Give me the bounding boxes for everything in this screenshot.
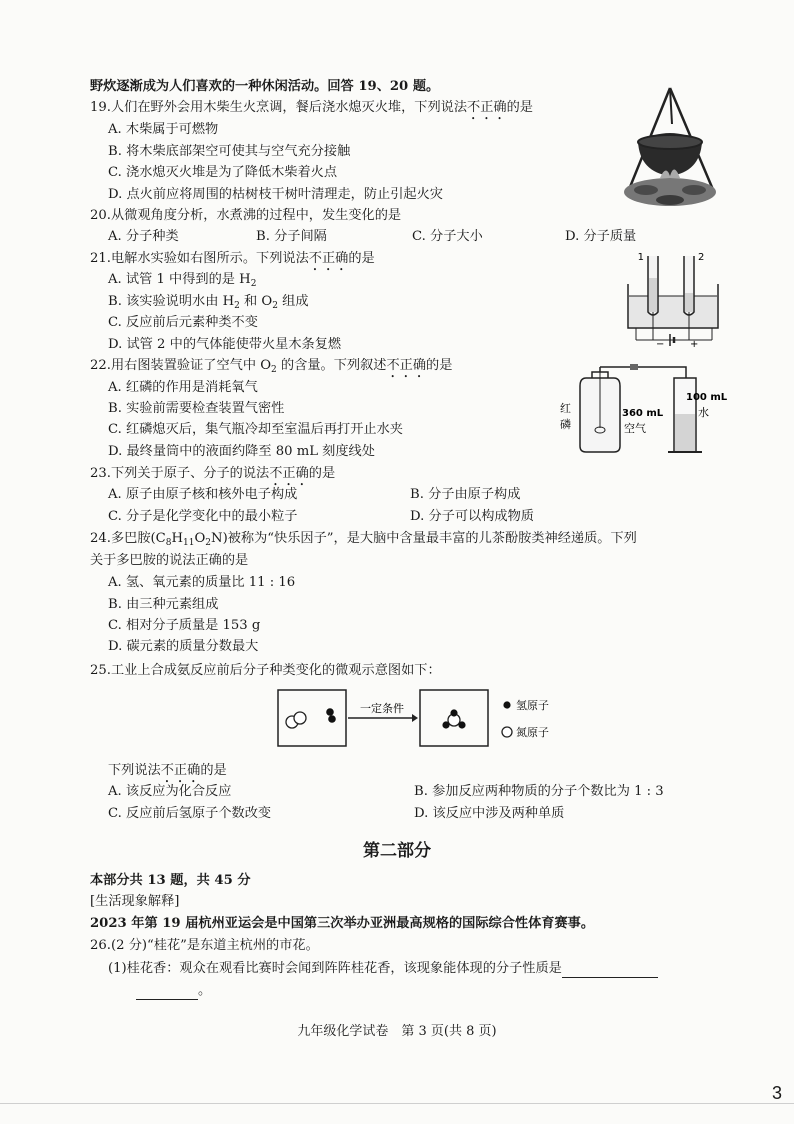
page-footer: 九年级化学试卷 第 3 页(共 8 页) bbox=[297, 1024, 497, 1039]
q19-option-d: D. 点火前应将周围的枯树枝干树叶清理走，防止引起火灾 bbox=[108, 187, 443, 202]
q20-option-b: B. 分子间隔 bbox=[256, 229, 327, 244]
q24-option-c: C. 相对分子质量是 153 g bbox=[108, 618, 261, 633]
flask-volume-label: 360 mL bbox=[622, 408, 664, 419]
electrolysis-diagram bbox=[624, 248, 724, 348]
plus-label: + bbox=[690, 339, 699, 348]
q20-stem: 20.从微观角度分析，水煮沸的过程中，发生变化的是 bbox=[90, 208, 402, 223]
q23-stem: 23.下列关于原子、分子的说法不正确的是 bbox=[90, 466, 336, 481]
q26-answer-blank-1[interactable] bbox=[562, 963, 658, 978]
q24-stem-line2: 关于多巴胺的说法正确的是 bbox=[90, 553, 249, 568]
tube-2-label: 2 bbox=[698, 252, 705, 263]
q22-option-c: C. 红磷熄灭后，集气瓶冷却至室温后再打开止水夹 bbox=[108, 422, 403, 437]
q23-option-d: D. 分子可以构成物质 bbox=[410, 509, 534, 524]
minus-label: − bbox=[656, 339, 665, 348]
reaction-condition-label: 一定条件 bbox=[360, 702, 404, 715]
q22-stem: 22.用右图装置验证了空气中 $O_2$ 的含量。下列叙述不正确的是 bbox=[90, 358, 453, 375]
part-two-heading: 第二部分 bbox=[363, 841, 431, 861]
q19-option-c: C. 浇水熄灭火堆是为了降低木柴着火点 bbox=[108, 165, 338, 180]
q24-option-b: B. 由三种元素组成 bbox=[108, 597, 219, 612]
q20-option-d: D. 分子质量 bbox=[565, 229, 637, 244]
part-two-count: 本部分共 13 题，共 45 分 bbox=[90, 873, 251, 888]
q26-answer-blank-2[interactable] bbox=[136, 985, 198, 1000]
q22-option-a: A. 红磷的作用是消耗氧气 bbox=[108, 380, 258, 395]
red-phosphorus-label-1: 红 bbox=[560, 402, 571, 415]
context-text: 2023 年第 19 届杭州亚运会是中国第三次举办亚洲最高规格的国际综合性体育赛事。 bbox=[90, 916, 595, 931]
hydrogen-legend-label: 氢原子 bbox=[516, 699, 549, 712]
q20-option-a: A. 分子种类 bbox=[108, 229, 179, 244]
q21-option-c: C. 反应前后元素种类不变 bbox=[108, 315, 258, 330]
q25-option-d: D. 该反应中涉及两种单质 bbox=[414, 806, 565, 821]
nitrogen-legend-label: 氮原子 bbox=[516, 726, 549, 739]
q19-stem: 19.人们在野外会用木柴生火烹调，餐后浇水熄灭火堆，下列说法不正确的是 bbox=[90, 100, 533, 115]
q25-option-c: C. 反应前后氢原子个数改变 bbox=[108, 806, 272, 821]
q26-part1: (1)桂花香：观众在观看比赛时会闻到阵阵桂花香，该现象能体现的分子性质是 bbox=[108, 960, 658, 978]
q24-stem-line1: 24.多巴胺$(C_8H_{11}O_2N)$被称为“快乐因子”，是大脑中含量最丰富的儿茶酚胺类神经递质。下列 bbox=[90, 531, 637, 548]
q19-option-a: A. 木柴属于可燃物 bbox=[108, 122, 219, 137]
q25-prompt: 下列说法不正确的是 bbox=[108, 763, 227, 778]
q24-option-d: D. 碳元素的质量分数最大 bbox=[108, 639, 259, 654]
q23-option-a: A. 原子由原子核和核外电子构成 bbox=[108, 487, 298, 502]
q26-stem: 26.(2 分)“桂花”是东道主杭州的市花。 bbox=[90, 938, 319, 953]
q25-option-b: B. 参加反应两种物质的分子个数比为 1 : 3 bbox=[414, 784, 664, 799]
red-phosphorus-label-2: 磷 bbox=[560, 418, 571, 431]
q23-option-b: B. 分子由原子构成 bbox=[410, 487, 521, 502]
q20-option-c: C. 分子大小 bbox=[412, 229, 483, 244]
q24-option-a: A. 氢、氧元素的质量比 11 : 16 bbox=[108, 575, 296, 590]
ammonia-synthesis-diagram bbox=[276, 688, 576, 750]
intro-text: 野炊逐渐成为人们喜欢的一种休闲活动。回答 19、20 题。 bbox=[90, 79, 440, 94]
q19-option-b: B. 将木柴底部架空可使其与空气充分接触 bbox=[108, 144, 351, 159]
water-label: 水 bbox=[698, 406, 709, 419]
section-label: [生活现象解释] bbox=[90, 894, 180, 909]
q22-option-b: B. 实验前需要检查装置气密性 bbox=[108, 401, 285, 416]
air-label: 空气 bbox=[624, 422, 646, 435]
q21-option-d: D. 试管 2 中的气体能使带火星木条复燃 bbox=[108, 337, 342, 352]
campfire-illustration bbox=[616, 84, 724, 214]
q21-option-b: B. 该实验说明水由 $H_2$ 和 $O_2$ 组成 bbox=[108, 294, 309, 311]
tube-1-label: 1 bbox=[637, 252, 644, 263]
q22-option-d: D. 最终量筒中的液面约降至 80 mL 刻度线处 bbox=[108, 444, 375, 459]
oxygen-content-apparatus bbox=[556, 358, 736, 456]
cylinder-volume-label: 100 mL bbox=[686, 392, 728, 403]
page-bottom-divider bbox=[0, 1103, 794, 1104]
q23-option-c: C. 分子是化学变化中的最小粒子 bbox=[108, 509, 298, 524]
q25-option-a: A. 该反应为化合反应 bbox=[108, 784, 232, 799]
page-number: 3 bbox=[771, 1083, 782, 1103]
q26-part1-continuation: 。 bbox=[136, 982, 211, 1000]
q21-stem: 21.电解水实验如右图所示。下列说法不正确的是 bbox=[90, 251, 375, 266]
q21-option-a: A. 试管 1 中得到的是 $H_2$ bbox=[108, 272, 257, 289]
q25-stem: 25.工业上合成氨反应前后分子种类变化的微观示意图如下： bbox=[90, 663, 441, 678]
